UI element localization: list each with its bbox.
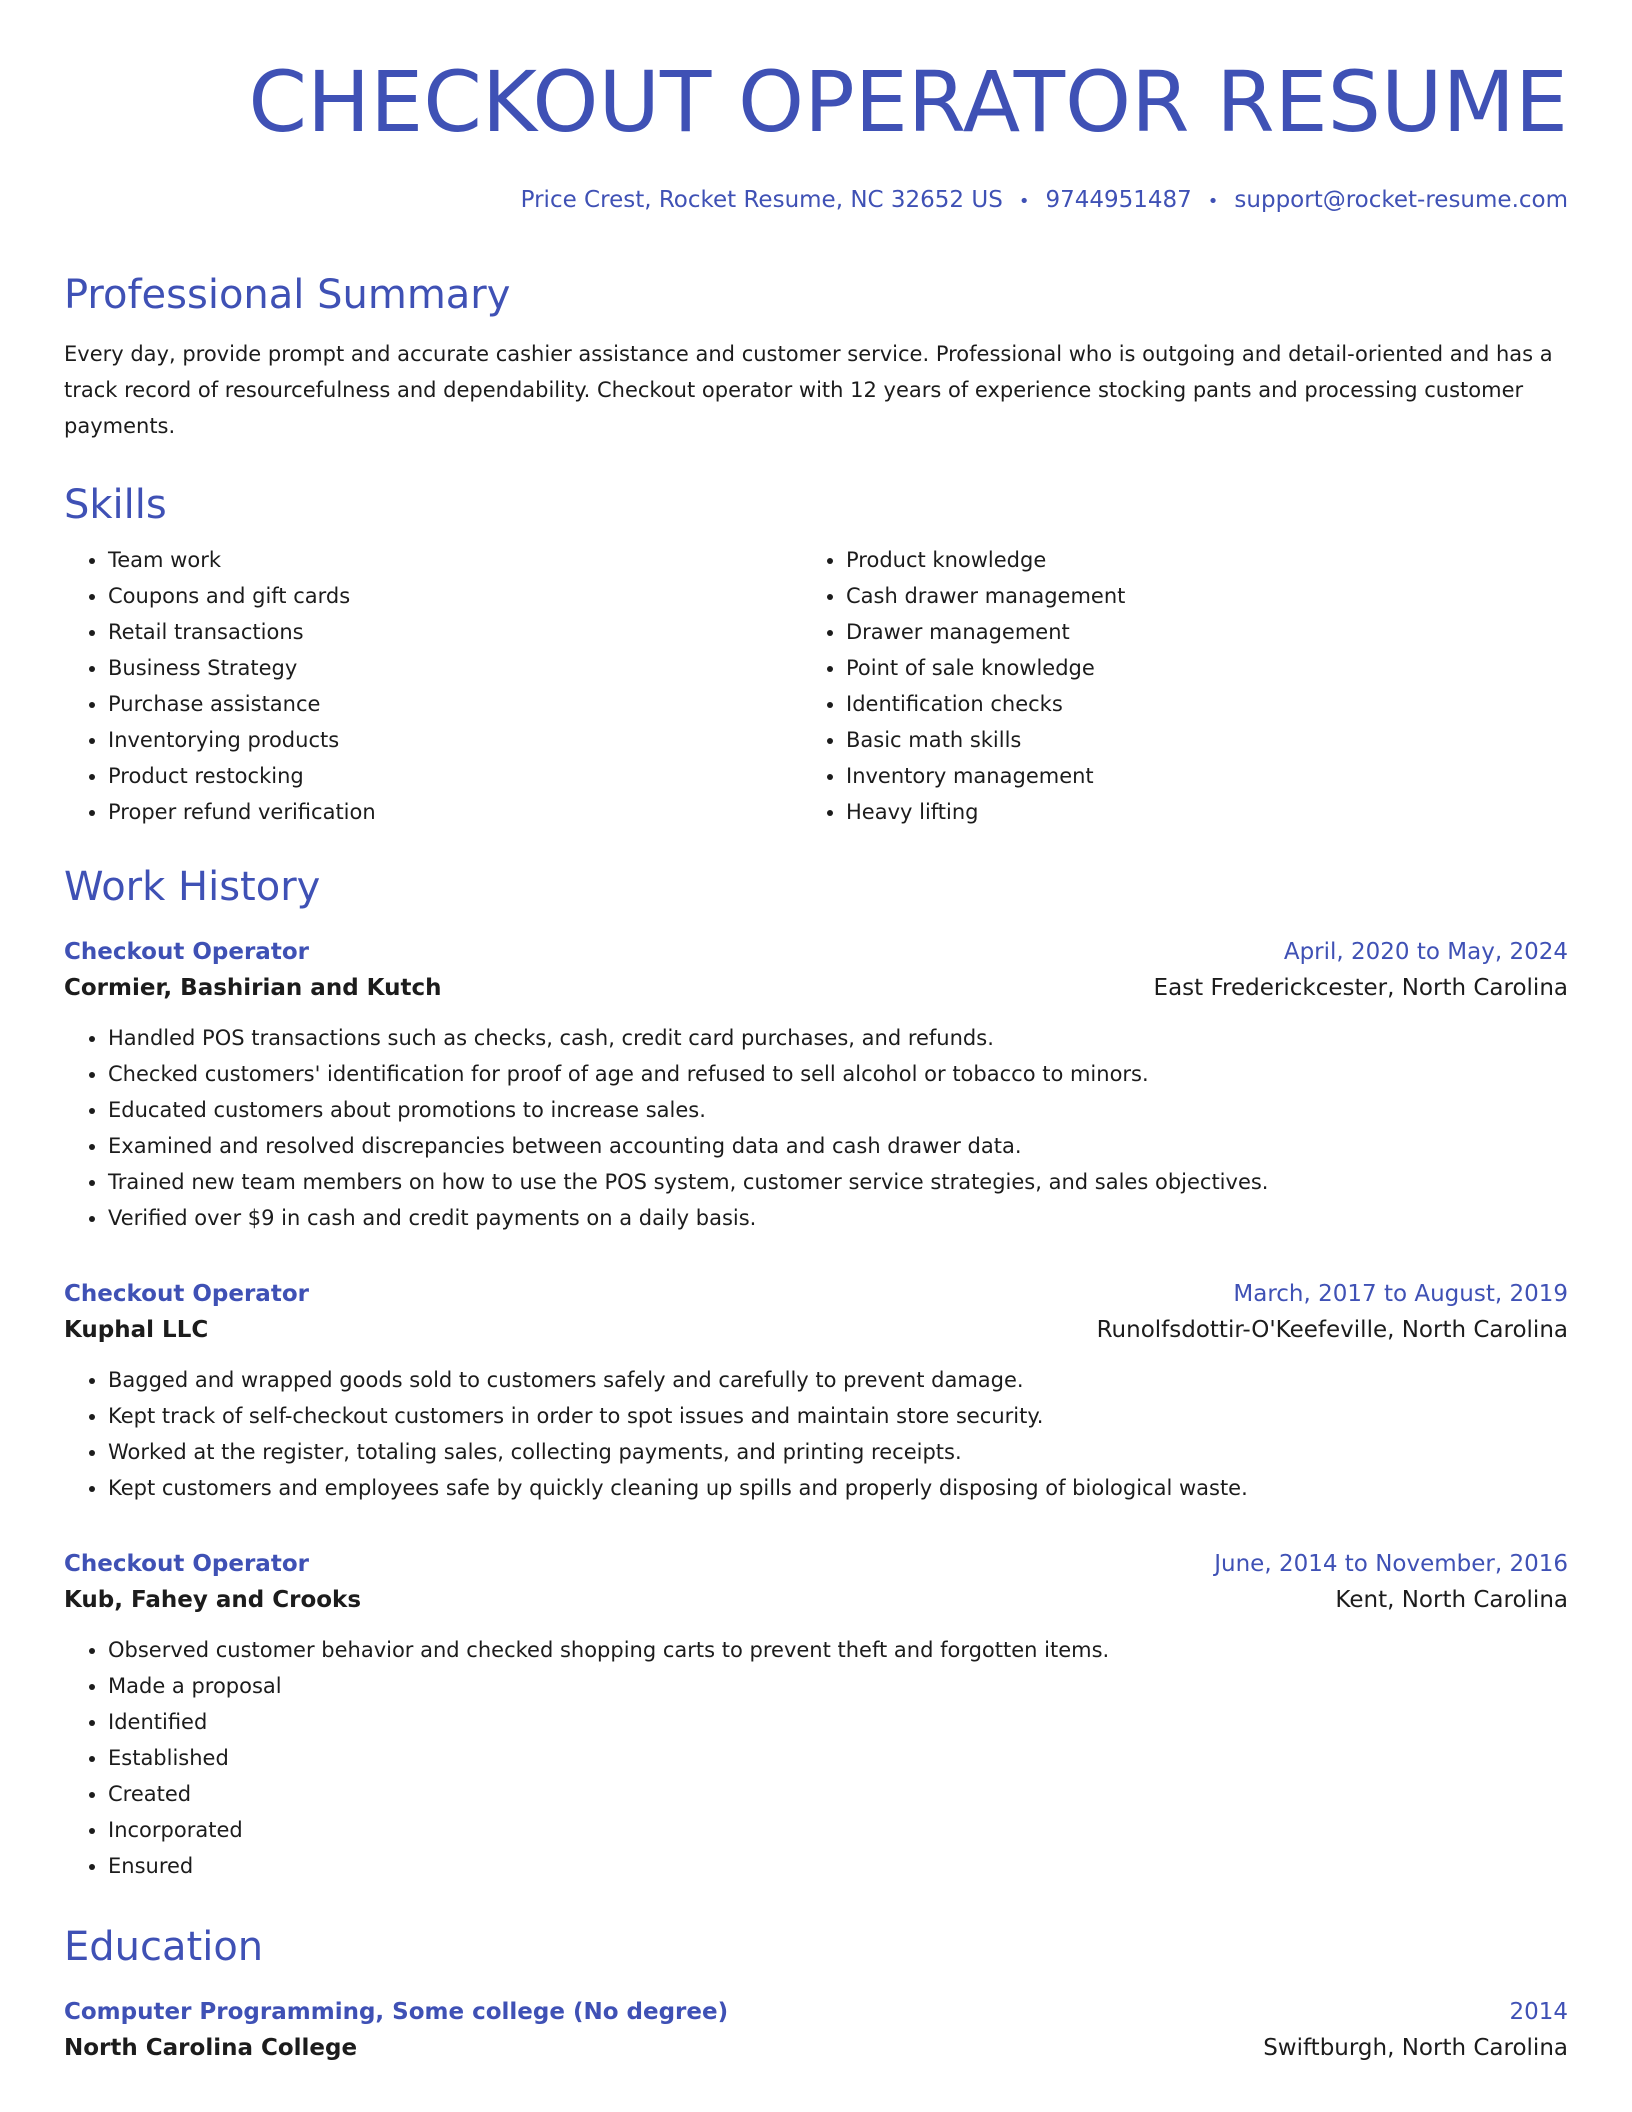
education-location: Swiftburgh, North Carolina: [1263, 2035, 1568, 2061]
job-company: Kub, Fahey and Crooks: [64, 1587, 362, 1613]
job-bullet: • Observed customer behavior and checked shopping carts to prevent theft and forgotten items.: [108, 1632, 1568, 1668]
professional-summary-section: [64, 270, 1568, 444]
job-dates: June, 2014 to November, 2016: [1214, 1551, 1568, 1577]
job-dates: March, 2017 to August, 2019: [1233, 1281, 1568, 1307]
job-title: Checkout Operator: [64, 1281, 309, 1307]
section-heading-education: Education: [64, 1924, 264, 1970]
job-company-row: [64, 970, 1568, 1006]
skill-item: • Retail transactions: [108, 614, 802, 650]
resume-header: [64, 50, 1568, 218]
job-company-row: [64, 1582, 1568, 1618]
job-entry: [64, 1546, 1568, 1884]
contact-separator: •: [1207, 191, 1219, 212]
job-bullet: • Checked customers' identification for proof of age and refused to sell alcohol or tobacco to minors.: [108, 1056, 1568, 1092]
section-heading-summary: Professional Summary: [64, 272, 511, 318]
education-entry: [64, 1994, 1568, 2066]
skill-item: • Inventory management: [846, 758, 1540, 794]
job-bullet: • Incorporated: [108, 1812, 1568, 1848]
job-title-row: [64, 934, 1568, 970]
job-bullet: • Worked at the register, totaling sales, collecting payments, and printing receipts.: [108, 1434, 1568, 1470]
education-degree: Computer Programming, Some college (No degree): [64, 1999, 729, 2025]
job-dates: April, 2020 to May, 2024: [1283, 939, 1568, 965]
skills-list-left: [64, 542, 802, 830]
job-bullet: • Made a proposal: [108, 1668, 1568, 1704]
skill-item: • Basic math skills: [846, 722, 1540, 758]
education-year: 2014: [1509, 1999, 1568, 2025]
job-bullet: • Handled POS transactions such as checks, cash, credit card purchases, and refunds.: [108, 1020, 1568, 1056]
job-company: Kuphal LLC: [64, 1317, 209, 1343]
contact-line: [64, 184, 1568, 218]
job-location: Runolfsdottir-O'Keefeville, North Carolina: [1096, 1317, 1568, 1343]
education-school-row: [64, 2030, 1568, 2066]
job-entry: [64, 934, 1568, 1236]
skills-section: [64, 480, 1568, 830]
skill-item: • Identification checks: [846, 686, 1540, 722]
job-location: Kent, North Carolina: [1335, 1587, 1568, 1613]
job-bullet: • Bagged and wrapped goods sold to customers safely and carefully to prevent damage.: [108, 1362, 1568, 1398]
skill-item: • Proper refund verification: [108, 794, 802, 830]
job-bullets: [64, 1632, 1568, 1884]
job-location: East Frederickcester, North Carolina: [1153, 975, 1568, 1001]
work-history-section: [64, 862, 1568, 1884]
education-school: North Carolina College: [64, 2035, 358, 2061]
resume-title: CHECKOUT OPERATOR RESUME: [248, 53, 1568, 151]
job-entry: [64, 1276, 1568, 1506]
job-bullet: • Educated customers about promotions to increase sales.: [108, 1092, 1568, 1128]
skill-item: • Purchase assistance: [108, 686, 802, 722]
job-bullets: [64, 1362, 1568, 1506]
job-title-row: [64, 1276, 1568, 1312]
job-bullet: • Kept track of self-checkout customers in order to spot issues and maintain store security.: [108, 1398, 1568, 1434]
job-bullet: • Created: [108, 1776, 1568, 1812]
education-degree-row: [64, 1994, 1568, 2030]
skill-item: • Team work: [108, 542, 802, 578]
skill-item: • Coupons and gift cards: [108, 578, 802, 614]
skill-item: • Product knowledge: [846, 542, 1540, 578]
skill-item: • Drawer management: [846, 614, 1540, 650]
job-title: Checkout Operator: [64, 939, 309, 965]
contact-separator: •: [1018, 191, 1030, 212]
job-company: Cormier, Bashirian and Kutch: [64, 975, 442, 1001]
job-bullet: • Kept customers and employees safe by quickly cleaning up spills and properly disposing of biological waste.: [108, 1470, 1568, 1506]
job-bullets: [64, 1020, 1568, 1236]
skill-item: • Cash drawer management: [846, 578, 1540, 614]
skills-list-right: [802, 542, 1540, 830]
section-heading-work-history: Work History: [64, 864, 321, 910]
job-bullet: • Examined and resolved discrepancies between accounting data and cash drawer data.: [108, 1128, 1568, 1164]
skill-item: • Product restocking: [108, 758, 802, 794]
job-bullet: • Ensured: [108, 1848, 1568, 1884]
skill-item: • Heavy lifting: [846, 794, 1540, 830]
job-title: Checkout Operator: [64, 1551, 309, 1577]
contact-email: support@rocket-resume.com: [1234, 187, 1568, 213]
summary-text: Every day, provide prompt and accurate cashier assistance and customer service. Professional who is outgoing and detail-oriented and has a track record of resourcefulness and dependability. Checkout operator with 12 years of experience stocking pants and processing customer payments.: [64, 342, 1553, 438]
skill-item: • Inventorying products: [108, 722, 802, 758]
education-section: [64, 1922, 1568, 2066]
skills-columns: [64, 542, 1568, 830]
skill-item: • Point of sale knowledge: [846, 650, 1540, 686]
job-company-row: [64, 1312, 1568, 1348]
job-bullet: • Identified: [108, 1704, 1568, 1740]
job-title-row: [64, 1546, 1568, 1582]
skill-item: • Business Strategy: [108, 650, 802, 686]
contact-address: Price Crest, Rocket Resume, NC 32652 US: [520, 187, 1003, 213]
contact-phone: 9744951487: [1045, 187, 1192, 213]
job-bullet: • Verified over $9 in cash and credit payments on a daily basis.: [108, 1200, 1568, 1236]
section-heading-skills: Skills: [64, 482, 167, 528]
job-bullet: • Established: [108, 1740, 1568, 1776]
job-bullet: • Trained new team members on how to use the POS system, customer service strategies, and sales objectives.: [108, 1164, 1568, 1200]
